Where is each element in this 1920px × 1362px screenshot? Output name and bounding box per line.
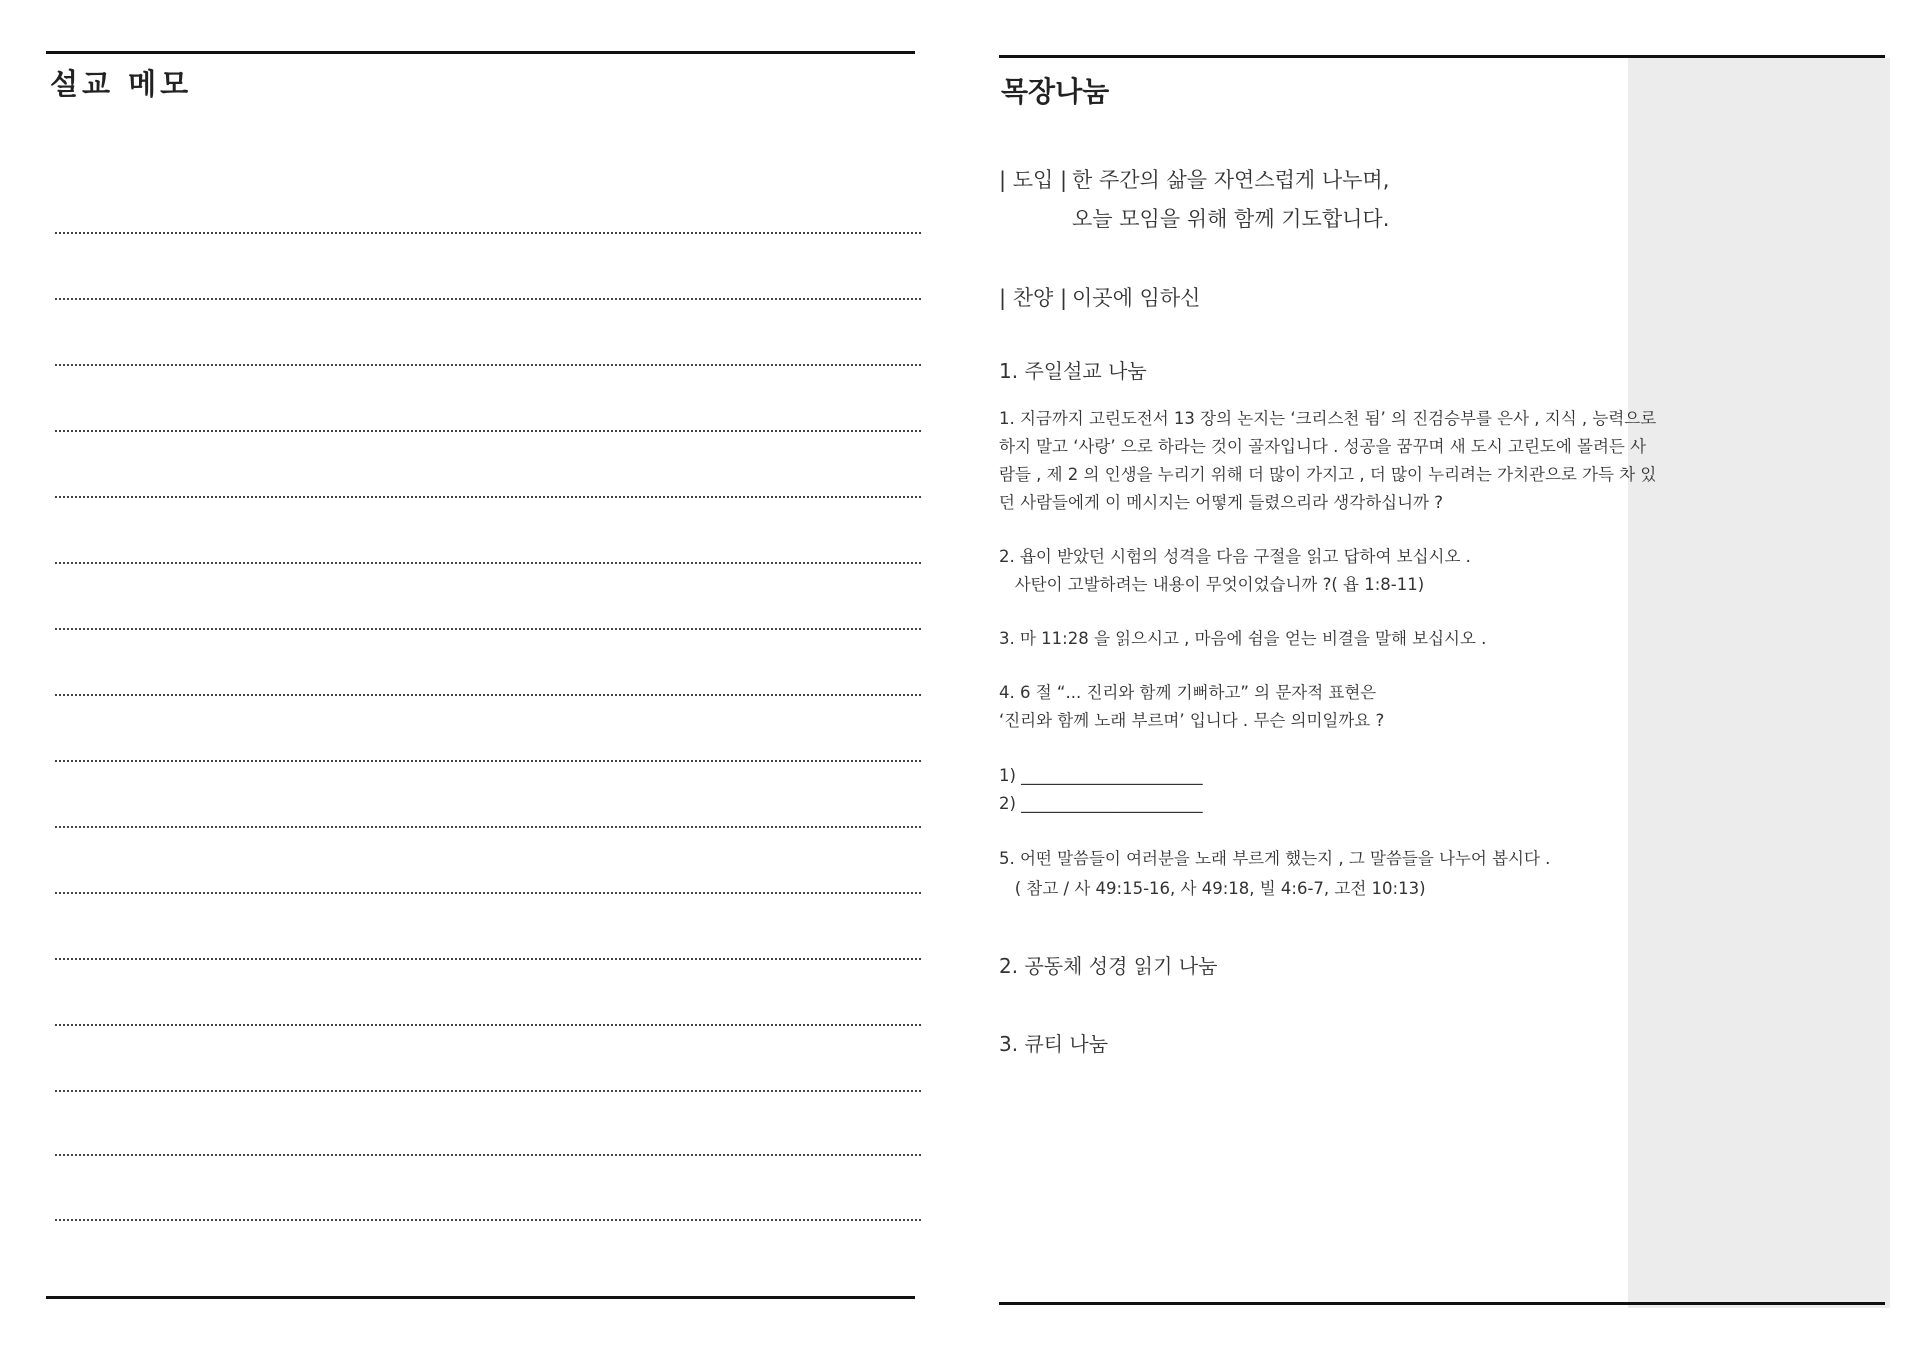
sharing-title: 목장나눔: [1001, 75, 1110, 108]
question-2-line: 사탄이 고발하려는 내용이 무엇이었습니까 ?( 욥 1:8-11): [999, 575, 1425, 594]
question-1-line: 람들 , 제 2 의 인생을 누리기 위해 더 많이 가지고 , 더 많이 누리려는 가치관으로 가득 차 있: [999, 465, 1657, 484]
memo-top-rule: [46, 51, 915, 54]
memo-line: [55, 1024, 921, 1026]
question-3: 3. 마 11:28 을 읽으시고 , 마음에 쉼을 얻는 비결을 말해 보십시오 .: [999, 629, 1487, 648]
section-1-heading: 1. 주일설교 나눔: [999, 359, 1147, 383]
answer-blank: 2) ______________________: [999, 794, 1203, 813]
memo-line: [55, 958, 921, 960]
memo-title: 설교 메모: [50, 67, 193, 101]
memo-line: [55, 298, 921, 300]
question-5-line: 5. 어떤 말씀들이 여러분을 노래 부르게 했는지 , 그 말씀들을 나누어 봅시다 .: [999, 849, 1551, 868]
praise-song: 이곳에 임하신: [1072, 286, 1201, 310]
question-2-line: 2. 욥이 받았던 시험의 성격을 다음 구절을 읽고 답하여 보십시오 .: [999, 547, 1471, 566]
intro-line-2: 오늘 모임을 위해 함께 기도합니다.: [1072, 207, 1390, 231]
memo-line: [55, 628, 921, 630]
memo-line: [55, 760, 921, 762]
memo-line: [55, 562, 921, 564]
answer-blank: 1) ______________________: [999, 766, 1203, 785]
sharing-bottom-rule: [999, 1302, 1885, 1305]
question-1-line: 던 사람들에게 이 메시지는 어떻게 들렸으리라 생각하십니까 ?: [999, 493, 1443, 512]
memo-line: [55, 496, 921, 498]
intro-line-1: 한 주간의 삶을 자연스럽게 나누며,: [1072, 168, 1390, 192]
question-1-line: 1. 지금까지 고린도전서 13 장의 논지는 ‘크리스천 됨’ 의 진검승부를 은사 , 지식 , 능력으로: [999, 409, 1657, 428]
memo-line: [55, 1090, 921, 1092]
question-5-line: ( 참고 / 사 49:15-16, 사 49:18, 빌 4:6-7, 고전 10:13): [999, 879, 1426, 898]
memo-line: [55, 232, 921, 234]
memo-line: [55, 892, 921, 894]
memo-line: [55, 364, 921, 366]
question-4-line: 4. 6 절 “... 진리와 함께 기뻐하고” 의 문자적 표현은: [999, 683, 1377, 702]
memo-bottom-rule: [46, 1296, 915, 1299]
question-1-line: 하지 말고 ‘사랑’ 으로 하라는 것이 골자입니다 . 성공을 꿈꾸며 새 도시 고린도에 몰려든 사: [999, 437, 1647, 456]
margin-panel: [1628, 58, 1890, 1308]
praise-label: | 찬양 |: [999, 286, 1068, 310]
memo-line: [55, 826, 921, 828]
memo-line: [55, 430, 921, 432]
intro-label: | 도입 |: [999, 168, 1068, 192]
memo-line: [55, 1219, 921, 1221]
section-2-heading: 2. 공동체 성경 읽기 나눔: [999, 954, 1218, 978]
sharing-top-rule: [999, 55, 1885, 58]
section-3-heading: 3. 큐티 나눔: [999, 1032, 1109, 1056]
memo-line: [55, 1154, 921, 1156]
question-4-line: ‘진리와 함께 노래 부르며’ 입니다 . 무슨 의미일까요 ?: [999, 711, 1385, 730]
memo-line: [55, 694, 921, 696]
